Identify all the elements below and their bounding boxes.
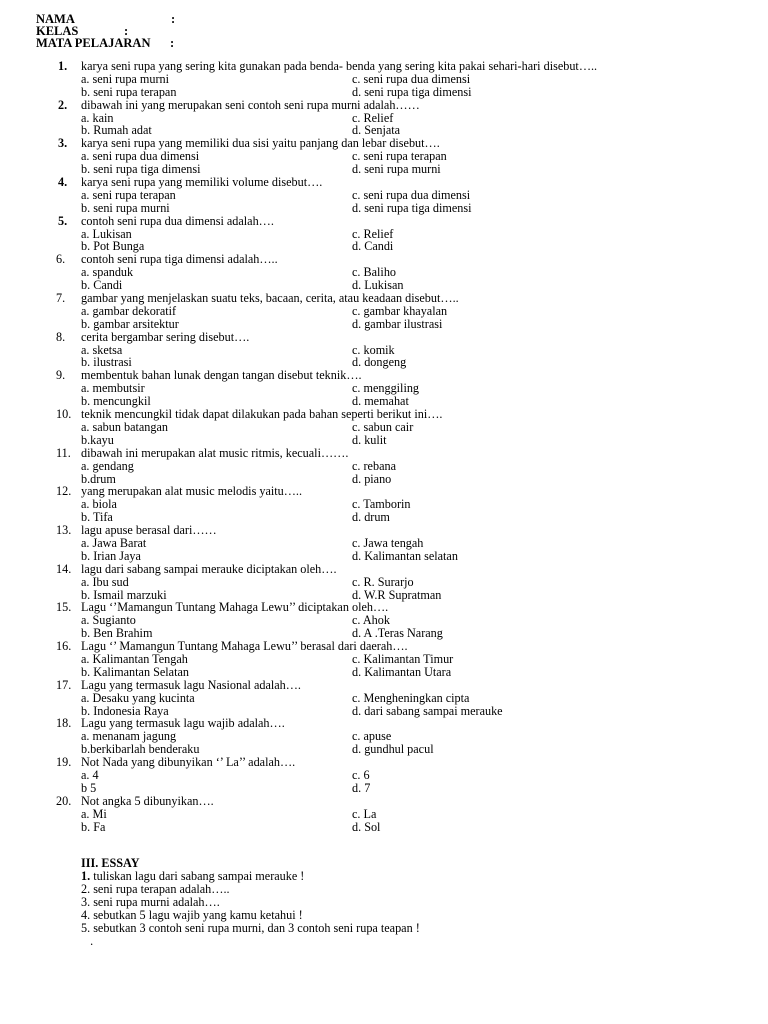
option-b: b. seni rupa terapan xyxy=(81,84,177,99)
option-c: c. menggiling xyxy=(352,381,420,396)
question-row xyxy=(0,292,768,305)
option-row xyxy=(0,653,768,666)
question-row xyxy=(0,408,768,421)
option-b: b.kayu xyxy=(81,432,114,447)
option-row xyxy=(0,421,768,434)
option-b: b. gambar arsitektur xyxy=(81,316,179,331)
option-c: c. Jawa tengah xyxy=(352,535,424,550)
essay-number: 5. xyxy=(81,921,91,935)
option-a: a. Mi xyxy=(81,806,107,821)
question-row xyxy=(0,679,768,692)
option-row xyxy=(0,769,768,782)
option-a: a. menanam jagung xyxy=(81,729,177,744)
option-c: c. Relief xyxy=(352,110,394,125)
option-b: b. Irian Jaya xyxy=(81,548,141,563)
option-c: c. sabun cair xyxy=(352,419,414,434)
question-text: dibawah ini merupakan alat music ritmis, kecuali……. xyxy=(81,445,349,460)
essay-number: 4. xyxy=(81,908,91,922)
option-b: b. Ismail marzuki xyxy=(81,587,167,602)
option-a: a. seni rupa dua dimensi xyxy=(81,149,200,164)
question-number: 11. xyxy=(56,445,71,460)
option-row xyxy=(0,550,768,563)
option-d: d. Candi xyxy=(352,239,394,254)
nama-label: NAMA xyxy=(36,12,75,26)
option-b: b.berkibarlah benderaku xyxy=(81,742,200,757)
option-row xyxy=(0,305,768,318)
option-a: a. spanduk xyxy=(81,265,134,280)
option-c: c. R. Surarjo xyxy=(352,574,414,589)
option-a: a. Desaku yang kucinta xyxy=(81,690,195,705)
option-a: a. Sugianto xyxy=(81,613,136,628)
option-row xyxy=(0,434,768,447)
option-a: a. Kalimantan Tengah xyxy=(81,651,188,666)
question-number: 13. xyxy=(56,523,72,538)
option-a: a. Jawa Barat xyxy=(81,535,147,550)
question-text: Lagu yang termasuk lagu Nasional adalah…. xyxy=(81,677,301,692)
question-text: teknik mencungkil tidak dapat dilakukan pada bahan seperti berikut ini…. xyxy=(81,407,443,422)
option-c: c. Baliho xyxy=(352,265,397,280)
option-a: a. membutsir xyxy=(81,381,145,396)
question-number: 20. xyxy=(56,793,72,808)
question-number: 7. xyxy=(56,291,66,306)
option-a: a. biola xyxy=(81,497,117,512)
option-row xyxy=(0,782,768,795)
question-text: lagu dari sabang sampai merauke diciptakan oleh…. xyxy=(81,561,337,576)
question-number: 12. xyxy=(56,484,72,499)
option-b: b.drum xyxy=(81,471,116,486)
option-c: c. komik xyxy=(352,342,395,357)
option-c: c. Relief xyxy=(352,226,394,241)
essay-list xyxy=(0,870,768,948)
option-row xyxy=(0,318,768,331)
option-d: d. Kalimantan selatan xyxy=(352,548,458,563)
question-number: 4. xyxy=(58,175,68,190)
question-number: 15. xyxy=(56,600,72,615)
question-text: karya seni rupa yang memiliki dua sisi yaitu panjang dan lebar disebut…. xyxy=(81,136,440,151)
question-list xyxy=(0,60,768,833)
question-number: 1. xyxy=(58,59,68,73)
question-row xyxy=(0,99,768,112)
essay-text: sebutkan 3 contoh seni rupa murni, dan 3 contoh seni rupa teapan ! xyxy=(93,921,420,935)
question-number: 16. xyxy=(56,639,72,654)
option-row xyxy=(0,576,768,589)
option-row xyxy=(0,821,768,834)
question-number: 10. xyxy=(56,407,72,422)
question-row xyxy=(0,331,768,344)
option-a: a. Lukisan xyxy=(81,226,132,241)
question-number: 3. xyxy=(58,136,68,151)
option-d: d. dongeng xyxy=(352,355,407,370)
option-b: b. ilustrasi xyxy=(81,355,132,370)
essay-number: 2. xyxy=(81,882,91,896)
option-a: a. seni rupa terapan xyxy=(81,187,176,202)
option-d: d. seni rupa tiga dimensi xyxy=(352,200,472,215)
question-row xyxy=(0,215,768,228)
question-text: Lagu yang termasuk lagu wajib adalah…. xyxy=(81,716,285,731)
option-b: b 5 xyxy=(81,780,97,795)
option-c: c. apuse xyxy=(352,729,392,744)
option-c: c. Kalimantan Timur xyxy=(352,651,454,666)
question-number: 8. xyxy=(56,329,66,344)
essay-text: seni rupa terapan adalah….. xyxy=(93,882,230,896)
question-number: 2. xyxy=(58,97,68,112)
essay-number: 3. xyxy=(81,895,91,909)
option-a: a. gambar dekoratif xyxy=(81,303,177,318)
question-text: contoh seni rupa tiga dimensi adalah….. xyxy=(81,252,278,267)
essay-number: 1. xyxy=(81,869,91,883)
option-d: d. Senjata xyxy=(352,123,401,138)
question-row xyxy=(0,447,768,460)
question-text: lagu apuse berasal dari…… xyxy=(81,523,217,538)
essay-text: . xyxy=(81,934,94,948)
question-number: 9. xyxy=(56,368,66,383)
question-text: contoh seni rupa dua dimensi adalah…. xyxy=(81,213,274,228)
option-d: d. piano xyxy=(352,471,392,486)
option-d: d. Lukisan xyxy=(352,278,404,293)
option-row xyxy=(0,86,768,99)
option-row xyxy=(0,189,768,202)
option-b: b. Fa xyxy=(81,819,106,834)
kelas-label: KELAS xyxy=(36,24,79,38)
question-text: karya seni rupa yang sering kita gunakan pada benda- benda yang sering kita pakai sehari-hari disebut….. xyxy=(81,59,598,73)
option-d: d. drum xyxy=(352,510,390,525)
option-d: d. W.R Supratman xyxy=(352,587,442,602)
option-c: c. seni rupa dua dimensi xyxy=(352,187,471,202)
option-row xyxy=(0,666,768,679)
mapel-colon: : xyxy=(170,36,175,50)
mapel-label: MATA PELAJARAN xyxy=(36,36,151,50)
question-number: 14. xyxy=(56,561,72,576)
option-a: a. kain xyxy=(81,110,114,125)
option-row xyxy=(0,460,768,473)
option-b: b. seni rupa tiga dimensi xyxy=(81,162,201,177)
option-d: d. gundhul pacul xyxy=(352,742,434,757)
question-text: gambar yang menjelaskan suatu teks, bacaan, cerita, atau keadaan disebut….. xyxy=(81,291,459,306)
question-text: membentuk bahan lunak dengan tangan disebut teknik…. xyxy=(81,368,362,383)
question-text: dibawah ini yang merupakan seni contoh seni rupa murni adalah…… xyxy=(81,97,420,112)
option-c: c. Mengheningkan cipta xyxy=(352,690,470,705)
question-row xyxy=(0,795,768,808)
question-row xyxy=(0,176,768,189)
option-row xyxy=(0,73,768,86)
kelas-colon: : xyxy=(124,24,129,38)
option-c: c. Ahok xyxy=(352,613,390,628)
question-number: 17. xyxy=(56,677,72,692)
question-text: Not Nada yang dibunyikan ‘’ La’’ adalah…. xyxy=(81,755,296,770)
option-d: d. seni rupa murni xyxy=(352,162,441,177)
option-row xyxy=(0,202,768,215)
option-row xyxy=(0,808,768,821)
option-a: a. 4 xyxy=(81,767,99,782)
essay-text: sebutkan 5 lagu wajib yang kamu ketahui ! xyxy=(93,908,303,922)
option-d: d. seni rupa tiga dimensi xyxy=(352,84,472,99)
question-row xyxy=(0,563,768,576)
question-text: cerita bergambar sering disebut…. xyxy=(81,329,250,344)
essay-text: seni rupa murni adalah…. xyxy=(93,895,220,909)
option-c: c. 6 xyxy=(352,767,370,782)
option-b: b. Kalimantan Selatan xyxy=(81,664,189,679)
option-b: b. Ben Brahim xyxy=(81,626,153,641)
option-c: c. seni rupa dua dimensi xyxy=(352,71,471,86)
question-text: yang merupakan alat music melodis yaitu….. xyxy=(81,484,303,499)
option-d: d. dari sabang sampai merauke xyxy=(352,703,503,718)
option-b: b. Indonesia Raya xyxy=(81,703,169,718)
option-b: b. Candi xyxy=(81,278,123,293)
question-number: 18. xyxy=(56,716,72,731)
option-b: b. mencungkil xyxy=(81,394,151,409)
option-d: d. Sol xyxy=(352,819,381,834)
option-d: d. gambar ilustrasi xyxy=(352,316,443,331)
question-number: 6. xyxy=(56,252,66,267)
question-number: 5. xyxy=(58,213,68,228)
header-mapel xyxy=(36,36,175,50)
question-row xyxy=(0,756,768,769)
question-row xyxy=(0,60,768,73)
option-b: b. Tifa xyxy=(81,510,113,525)
option-c: c. Tamborin xyxy=(352,497,411,512)
question-text: Lagu ‘’ Mamangun Tuntang Mahaga Lewu’’ berasal dari daerah…. xyxy=(81,639,408,654)
option-d: d. A .Teras Narang xyxy=(352,626,443,641)
option-a: a. seni rupa murni xyxy=(81,71,169,86)
option-d: d. 7 xyxy=(352,780,371,795)
option-b: b. Rumah adat xyxy=(81,123,152,138)
option-c: c. La xyxy=(352,806,377,821)
option-b: b. seni rupa murni xyxy=(81,200,170,215)
option-c: c. rebana xyxy=(352,458,396,473)
option-a: a. gendang xyxy=(81,458,134,473)
essay-item xyxy=(0,935,768,948)
essay-heading: III. ESSAY xyxy=(81,856,140,870)
essay-text: tuliskan lagu dari sabang sampai merauke ! xyxy=(93,869,305,883)
option-a: a. sketsa xyxy=(81,342,123,357)
option-c: c. seni rupa terapan xyxy=(352,149,447,164)
option-a: a. sabun batangan xyxy=(81,419,168,434)
essay-item xyxy=(0,922,768,935)
question-text: karya seni rupa yang memiliki volume disebut…. xyxy=(81,175,323,190)
nama-colon: : xyxy=(171,12,176,26)
question-text: Not angka 5 dibunyikan…. xyxy=(81,793,214,808)
option-a: a. Ibu sud xyxy=(81,574,129,589)
option-d: d. kulit xyxy=(352,432,387,447)
question-text: Lagu ‘’Mamangun Tuntang Mahaga Lewu’’ diciptakan oleh…. xyxy=(81,600,389,615)
question-number: 19. xyxy=(56,755,72,770)
option-row xyxy=(0,692,768,705)
option-b: b. Pot Bunga xyxy=(81,239,145,254)
essay-section xyxy=(0,857,768,948)
option-d: d. memahat xyxy=(352,394,409,409)
option-row xyxy=(0,537,768,550)
option-d: d. Kalimantan Utara xyxy=(352,664,452,679)
option-c: c. gambar khayalan xyxy=(352,303,448,318)
